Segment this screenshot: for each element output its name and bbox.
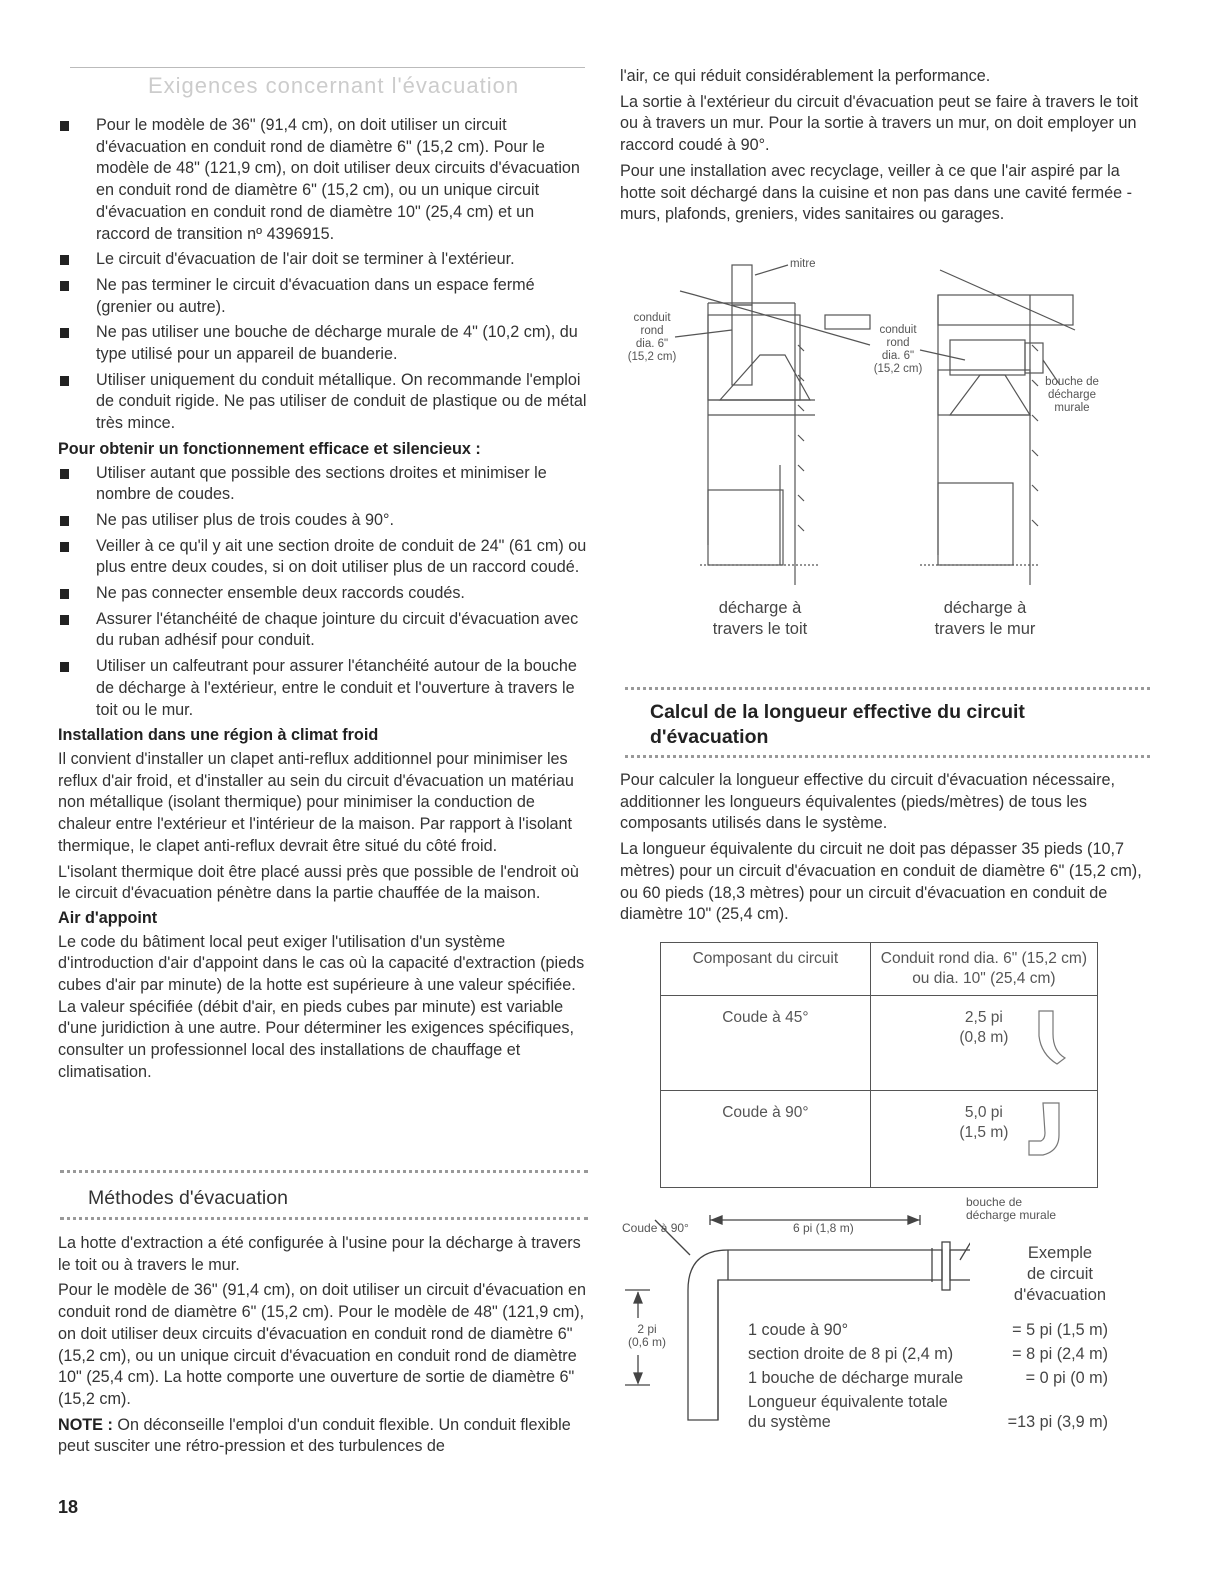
label-bouche-decharge	[966, 1196, 1056, 1222]
label-coude-90: Coude à 90°	[622, 1221, 689, 1235]
calc-label: 1 coude à 90°	[748, 1321, 849, 1339]
cell-line: (1,5 m)	[959, 1124, 1009, 1141]
total-line: du système	[748, 1413, 831, 1431]
divider	[60, 1217, 588, 1220]
cell-line: (0,8 m)	[959, 1029, 1009, 1046]
exemple-title	[995, 1243, 1125, 1306]
table-cell: Coude à 45°	[661, 996, 871, 1091]
paragraph-intro-1: l'air, ce qui réduit considérablement la performance.	[620, 67, 991, 85]
label-line: conduit	[633, 312, 671, 324]
table-cell	[870, 1091, 1097, 1188]
note-label: NOTE :	[58, 1415, 113, 1434]
title-line: Exemple	[1027, 1244, 1093, 1262]
paragraph-calcul-1: Pour calculer la longueur effective du circuit d'évacuation nécessaire, additionner les longueurs équivalentes (pieds/mètres) de tous les composants utilisés dans le système.	[620, 771, 1115, 833]
header-line: Conduit rond dia. 6" (15,2 cm)	[880, 950, 1087, 967]
label-line: (0,6 m)	[628, 1335, 667, 1349]
duct-round	[732, 305, 752, 385]
note-text: On déconseille l'emploi d'un conduit flexible. Un conduit flexible peut susciter une rétro-pression et des turbulences de	[58, 1415, 571, 1456]
caption-mur	[905, 598, 1065, 640]
calc-value: = 0 pi (0 m)	[1025, 1369, 1108, 1387]
wall-cap-shape	[942, 1242, 950, 1290]
label-conduit-left	[622, 312, 682, 364]
table-cell	[870, 996, 1097, 1091]
cell-line: 5,0 pi	[964, 1104, 1003, 1121]
heading-fonctionnement: Pour obtenir un fonctionnement efficace et silencieux :	[58, 439, 481, 458]
paragraph-air-appoint: Le code du bâtiment local peut exiger l'utilisation d'un système d'introduction d'air d'appoint dans le cas où la capacité d'extraction (pieds cubes d'air par minute) de la hotte est supérieure à une valeur spécifiée. La valeur spécifiée (débit d'air, en pieds cubes par minute) est variable d'une juridiction à une autre. Pour déterminer les exigences spécifiques, consulter un professionnel local des installations de chauffage et climatisation.	[58, 932, 585, 1081]
composant-table	[660, 942, 1098, 1188]
title-line: d'évacuation	[650, 726, 769, 748]
calc-value: =13 pi (3,9 m)	[1007, 1413, 1108, 1431]
table-cell: Coude à 90°	[661, 1091, 871, 1188]
bullet-item: Ne pas utiliser une bouche de décharge murale de 4" (10,2 cm), du type utilisé pour un appareil de buanderie.	[58, 322, 588, 365]
calc-row	[748, 1318, 1108, 1342]
bullet-item: Le circuit d'évacuation de l'air doit se terminer à l'extérieur.	[58, 249, 588, 271]
bullet-item: Veiller à ce qu'il y ait une section droite de conduit de 24" (61 cm) ou plus entre deux coudes, si on doit utiliser plus de un raccord coudé.	[58, 536, 588, 579]
bullet-item: Ne pas utiliser plus de trois coudes à 90°.	[58, 510, 588, 532]
label-line: décharge murale	[966, 1208, 1057, 1222]
paragraph-methodes-2: Pour le modèle de 36" (91,4 cm), on doit utiliser un circuit d'évacuation en conduit rond de diamètre 6" (15,2 cm). Pour le modèle de 48" (121,9 cm), on doit utiliser deux circuits d'évacuation en conduit rond de diamètre 6" (15,2 cm), ou un unique circuit d'évacuation en conduit rond de diamètre 10" (25,4 cm). La hotte comporte une ouverture de sortie de diamètre 6" (15,2 cm).	[58, 1281, 587, 1408]
label-line: décharge	[1048, 389, 1096, 401]
section-title-exigences: Exigences concernant l'évacuation	[148, 73, 520, 98]
label-line: bouche de	[966, 1195, 1023, 1209]
caption-line: travers le toit	[712, 620, 808, 638]
bullet-item: Assurer l'étanchéité de chaque jointure du circuit d'évacuation avec du ruban adhésif pour conduit.	[58, 609, 588, 652]
label-line: rond	[640, 325, 664, 337]
page-number: 18	[58, 1497, 79, 1517]
elbow-45-icon	[1027, 1006, 1067, 1066]
heading-air-appoint: Air d'appoint	[58, 908, 158, 927]
calc-value: = 5 pi (1,5 m)	[1012, 1321, 1108, 1339]
hood-shape	[720, 355, 810, 400]
label-line: (15,2 cm)	[627, 351, 677, 363]
title-line: de circuit	[1026, 1265, 1094, 1283]
calc-label: section droite de 8 pi (2,4 m)	[748, 1345, 954, 1363]
calcul-body	[620, 770, 1150, 926]
bullet-item: Utiliser uniquement du conduit métallique. On recommande l'emploi de conduit rigide. Ne pas utiliser de conduit de plastique ou de métal très mince.	[58, 370, 588, 435]
paragraph-methodes-1: La hotte d'extraction a été configurée à l'usine pour la décharge à travers le toit ou à travers le mur.	[58, 1234, 581, 1274]
total-line: Longueur équivalente totale	[748, 1393, 948, 1411]
label-line: dia. 6"	[881, 350, 915, 362]
label-line: bouche de	[1045, 376, 1099, 388]
caption-line: décharge à	[943, 599, 1027, 617]
paragraph-note	[58, 1415, 588, 1458]
bullet-item: Ne pas connecter ensemble deux raccords coudés.	[58, 583, 588, 605]
bullet-item: Utiliser un calfeutrant pour assurer l'étanchéité autour de la bouche de décharge à l'extérieur, entre le conduit et l'ouverture à travers le toit ou le mur.	[58, 656, 588, 721]
label-line: rond	[886, 337, 910, 349]
paragraph-intro-2: La sortie à l'extérieur du circuit d'évacuation peut se faire à travers le toit ou à travers un mur. Pour la sortie à travers un mur, on doit employer un raccord coudé à 90°.	[620, 92, 1139, 155]
label-line: conduit	[879, 324, 917, 336]
calc-label	[748, 1392, 948, 1432]
divider	[625, 755, 1150, 758]
methodes-body	[58, 1233, 588, 1458]
right-intro	[620, 66, 1150, 226]
cell-line: 2,5 pi	[964, 1009, 1003, 1026]
divider	[625, 687, 1150, 690]
paragraph-calcul-2: La longueur équivalente du circuit ne doit pas dépasser 35 pieds (10,7 mètres) pour un circuit d'évacuation en conduit de diamètre 6" (15,2 cm), ou 60 pieds (18,3 mètres) pour un circuit d'évacuation en conduit de diamètre 10" (25,4 cm).	[620, 840, 1142, 924]
mitre-shape	[732, 265, 752, 305]
table-header-cell	[870, 943, 1097, 996]
section-title-calcul	[650, 700, 1130, 750]
caption-toit	[680, 598, 840, 640]
paragraph-froid-2: L'isolant thermique doit être placé aussi près que possible de l'endroit où le circuit d'évacuation pénètre dans la partie chauffée de la maison.	[58, 862, 579, 903]
table-row	[661, 996, 1098, 1091]
calc-row	[748, 1342, 1108, 1366]
bullet-item: Ne pas terminer le circuit d'évacuation dans un espace fermé (grenier ou autre).	[58, 275, 588, 318]
label-bouche	[1042, 376, 1102, 415]
label-mitre: mitre	[790, 258, 816, 270]
calc-row	[748, 1366, 1108, 1390]
title-line: d'évacuation	[1013, 1286, 1107, 1304]
heading-climat-froid: Installation dans une région à climat froid	[58, 726, 379, 745]
paragraph-intro-3: Pour une installation avec recyclage, veiller à ce que l'air aspiré par la hotte soit déchargé dans la cuisine et non pas dans une cavité fermée - murs, plafonds, greniers, vides sanitaires ou garages.	[620, 161, 1133, 224]
elbow-90-icon	[1023, 1099, 1073, 1161]
bullet-list-exigences	[58, 115, 588, 1084]
caption-line: travers le mur	[934, 620, 1036, 638]
bullet-item: Pour le modèle de 36" (91,4 cm), on doit utiliser un circuit d'évacuation en conduit rond de diamètre 6" (15,2 cm). Pour le modèle de 48" (121,9 cm), on doit utiliser deux circuits d'évacuation en conduit rond de diamètre 6" (15,2 cm), ou un unique circuit d'évacuation en conduit rond de diamètre 10" (25,4 cm) et un raccord de transition nº 4396915.	[58, 115, 588, 245]
divider	[60, 1170, 588, 1173]
header-line: ou dia. 10" (25,4 cm)	[912, 970, 1056, 987]
calc-value: = 8 pi (2,4 m)	[1012, 1345, 1108, 1363]
caption-line: décharge à	[718, 599, 802, 617]
exemple-calc	[748, 1318, 1108, 1432]
table-header-row	[661, 943, 1098, 996]
table-row	[661, 1091, 1098, 1188]
label-6-pi: 6 pi (1,8 m)	[790, 1222, 857, 1235]
label-line: 2 pi	[637, 1322, 657, 1336]
label-line: dia. 6"	[635, 338, 669, 350]
vent-diagram	[620, 255, 1140, 585]
label-2-pi	[628, 1323, 666, 1349]
calc-label: 1 bouche de décharge murale	[748, 1369, 964, 1387]
label-conduit-right	[868, 324, 928, 376]
section-title-methodes: Méthodes d'évacuation	[88, 1187, 288, 1209]
label-line: (15,2 cm)	[873, 363, 923, 375]
bullet-item: Utiliser autant que possible des sections droites et minimiser le nombre de coudes.	[58, 463, 588, 506]
paragraph-froid-1: Il convient d'installer un clapet anti-reflux additionnel pour minimiser les reflux d'air froid, et d'installer au sein du circuit d'évacuation un matériau non métallique (isolant thermique) pour minimiser la conduction de chaleur entre l'extérieur et l'intérieur de la maison. Par rapport à l'isolant thermique, le clapet anti-reflux devrait être situé du côté froid.	[58, 749, 574, 855]
table-header-cell: Composant du circuit	[661, 943, 871, 996]
calc-row-total	[748, 1392, 1108, 1432]
label-line: murale	[1054, 402, 1090, 414]
title-line: Calcul de la longueur effective du circuit	[650, 701, 1025, 723]
